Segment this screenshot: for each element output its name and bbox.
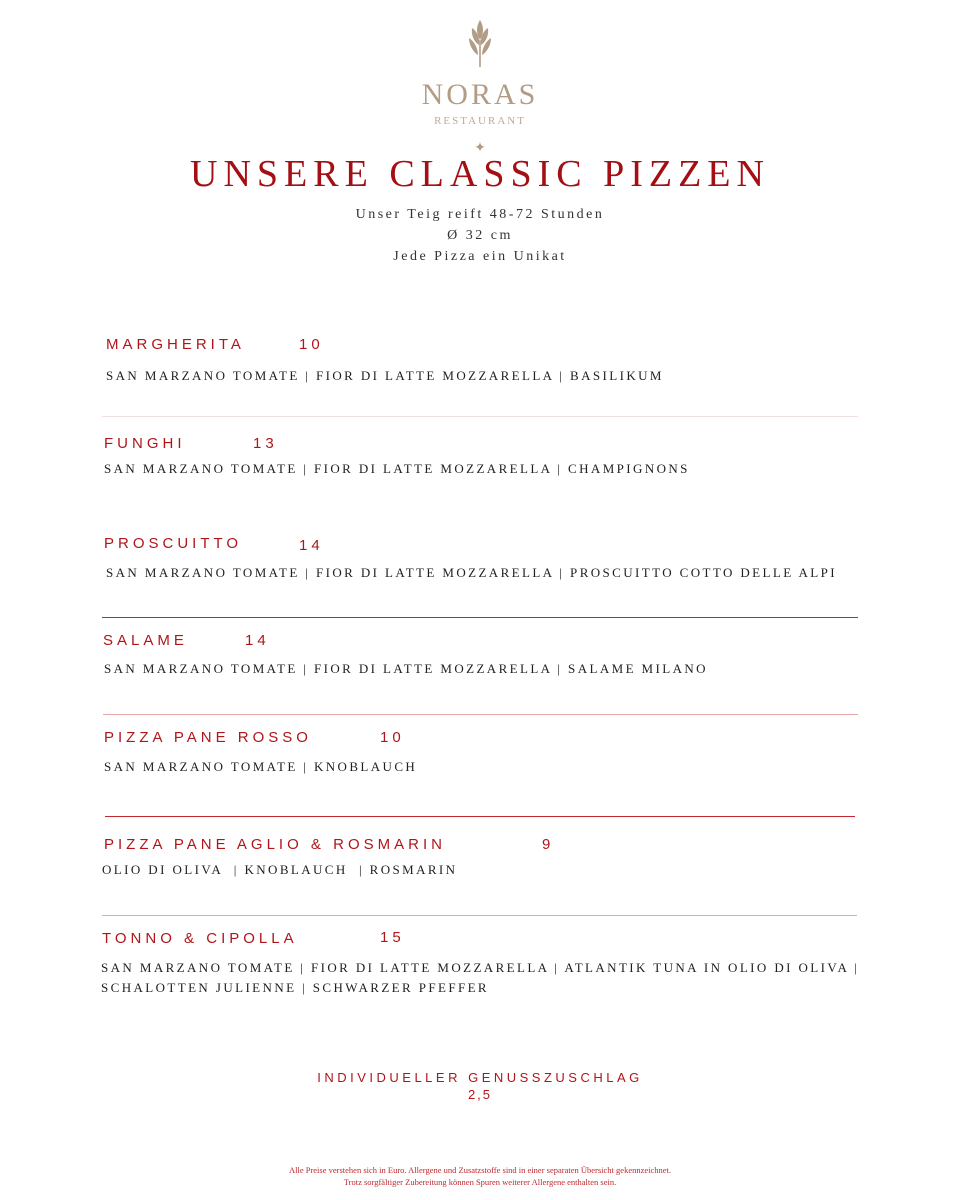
item-price: 14 bbox=[299, 537, 324, 554]
item-price: 13 bbox=[253, 435, 278, 452]
divider bbox=[102, 915, 857, 916]
wheat-icon bbox=[462, 18, 498, 68]
restaurant-subtitle: RESTAURANT bbox=[434, 115, 526, 127]
divider bbox=[103, 714, 858, 715]
item-price: 10 bbox=[299, 336, 324, 353]
footer-note-prices: Alle Preise verstehen sich in Euro. Allergene und Zusatzstoffe sind in einer separaten Übersicht gekennzeichnet. bbox=[288, 1165, 672, 1175]
footer-note-allergens: Trotz sorgfältiger Zubereitung können Spuren weiterer Allergene enthalten sein. bbox=[343, 1177, 617, 1187]
divider bbox=[105, 816, 855, 817]
subtitle-unique: Jede Pizza ein Unikat bbox=[393, 249, 567, 264]
subtitle-size: Ø 32 cm bbox=[447, 228, 513, 243]
item-name: FUNGHI bbox=[104, 435, 186, 452]
item-price: 10 bbox=[380, 729, 405, 746]
item-price: 15 bbox=[380, 929, 405, 946]
surcharge-label: INDIVIDUELLER GENUSSZUSCHLAG bbox=[317, 1070, 643, 1085]
item-name: TONNO & CIPOLLA bbox=[102, 930, 298, 947]
item-name: PIZZA PANE AGLIO & ROSMARIN bbox=[104, 836, 446, 853]
surcharge-value: 2,5 bbox=[467, 1087, 493, 1102]
subtitle-dough: Unser Teig reift 48-72 Stunden bbox=[355, 207, 605, 222]
item-description: OLIO DI OLIVA | KNOBLAUCH | ROSMARIN bbox=[102, 862, 458, 877]
item-description: SAN MARZANO TOMATE | FIOR DI LATTE MOZZARELLA | CHAMPIGNONS bbox=[104, 461, 690, 476]
item-name: PIZZA PANE ROSSO bbox=[104, 729, 312, 746]
item-name: SALAME bbox=[103, 632, 188, 649]
item-description: SAN MARZANO TOMATE | FIOR DI LATTE MOZZARELLA | PROSCUITTO COTTO DELLE ALPI bbox=[106, 565, 837, 580]
divider bbox=[102, 617, 858, 618]
item-description: SAN MARZANO TOMATE | FIOR DI LATTE MOZZARELLA | SALAME MILANO bbox=[104, 661, 708, 676]
item-description: SAN MARZANO TOMATE | FIOR DI LATTE MOZZARELLA | BASILIKUM bbox=[106, 368, 664, 383]
item-description: SAN MARZANO TOMATE | KNOBLAUCH bbox=[104, 759, 418, 774]
divider bbox=[102, 416, 858, 417]
item-price: 14 bbox=[245, 632, 270, 649]
item-price: 9 bbox=[542, 836, 555, 853]
item-name: MARGHERITA bbox=[106, 336, 245, 353]
item-description: SAN MARZANO TOMATE | FIOR DI LATTE MOZZARELLA | ATLANTIK TUNA IN OLIO DI OLIVA | SCHALOTTEN JULIENNE | SCHWARZER PFEFFER bbox=[101, 960, 860, 995]
restaurant-name: NORAS bbox=[421, 78, 539, 111]
menu-title: UNSERE CLASSIC PIZZEN bbox=[190, 153, 770, 195]
ornament-icon: ✦ bbox=[474, 141, 486, 156]
item-name: PROSCUITTO bbox=[104, 535, 243, 552]
